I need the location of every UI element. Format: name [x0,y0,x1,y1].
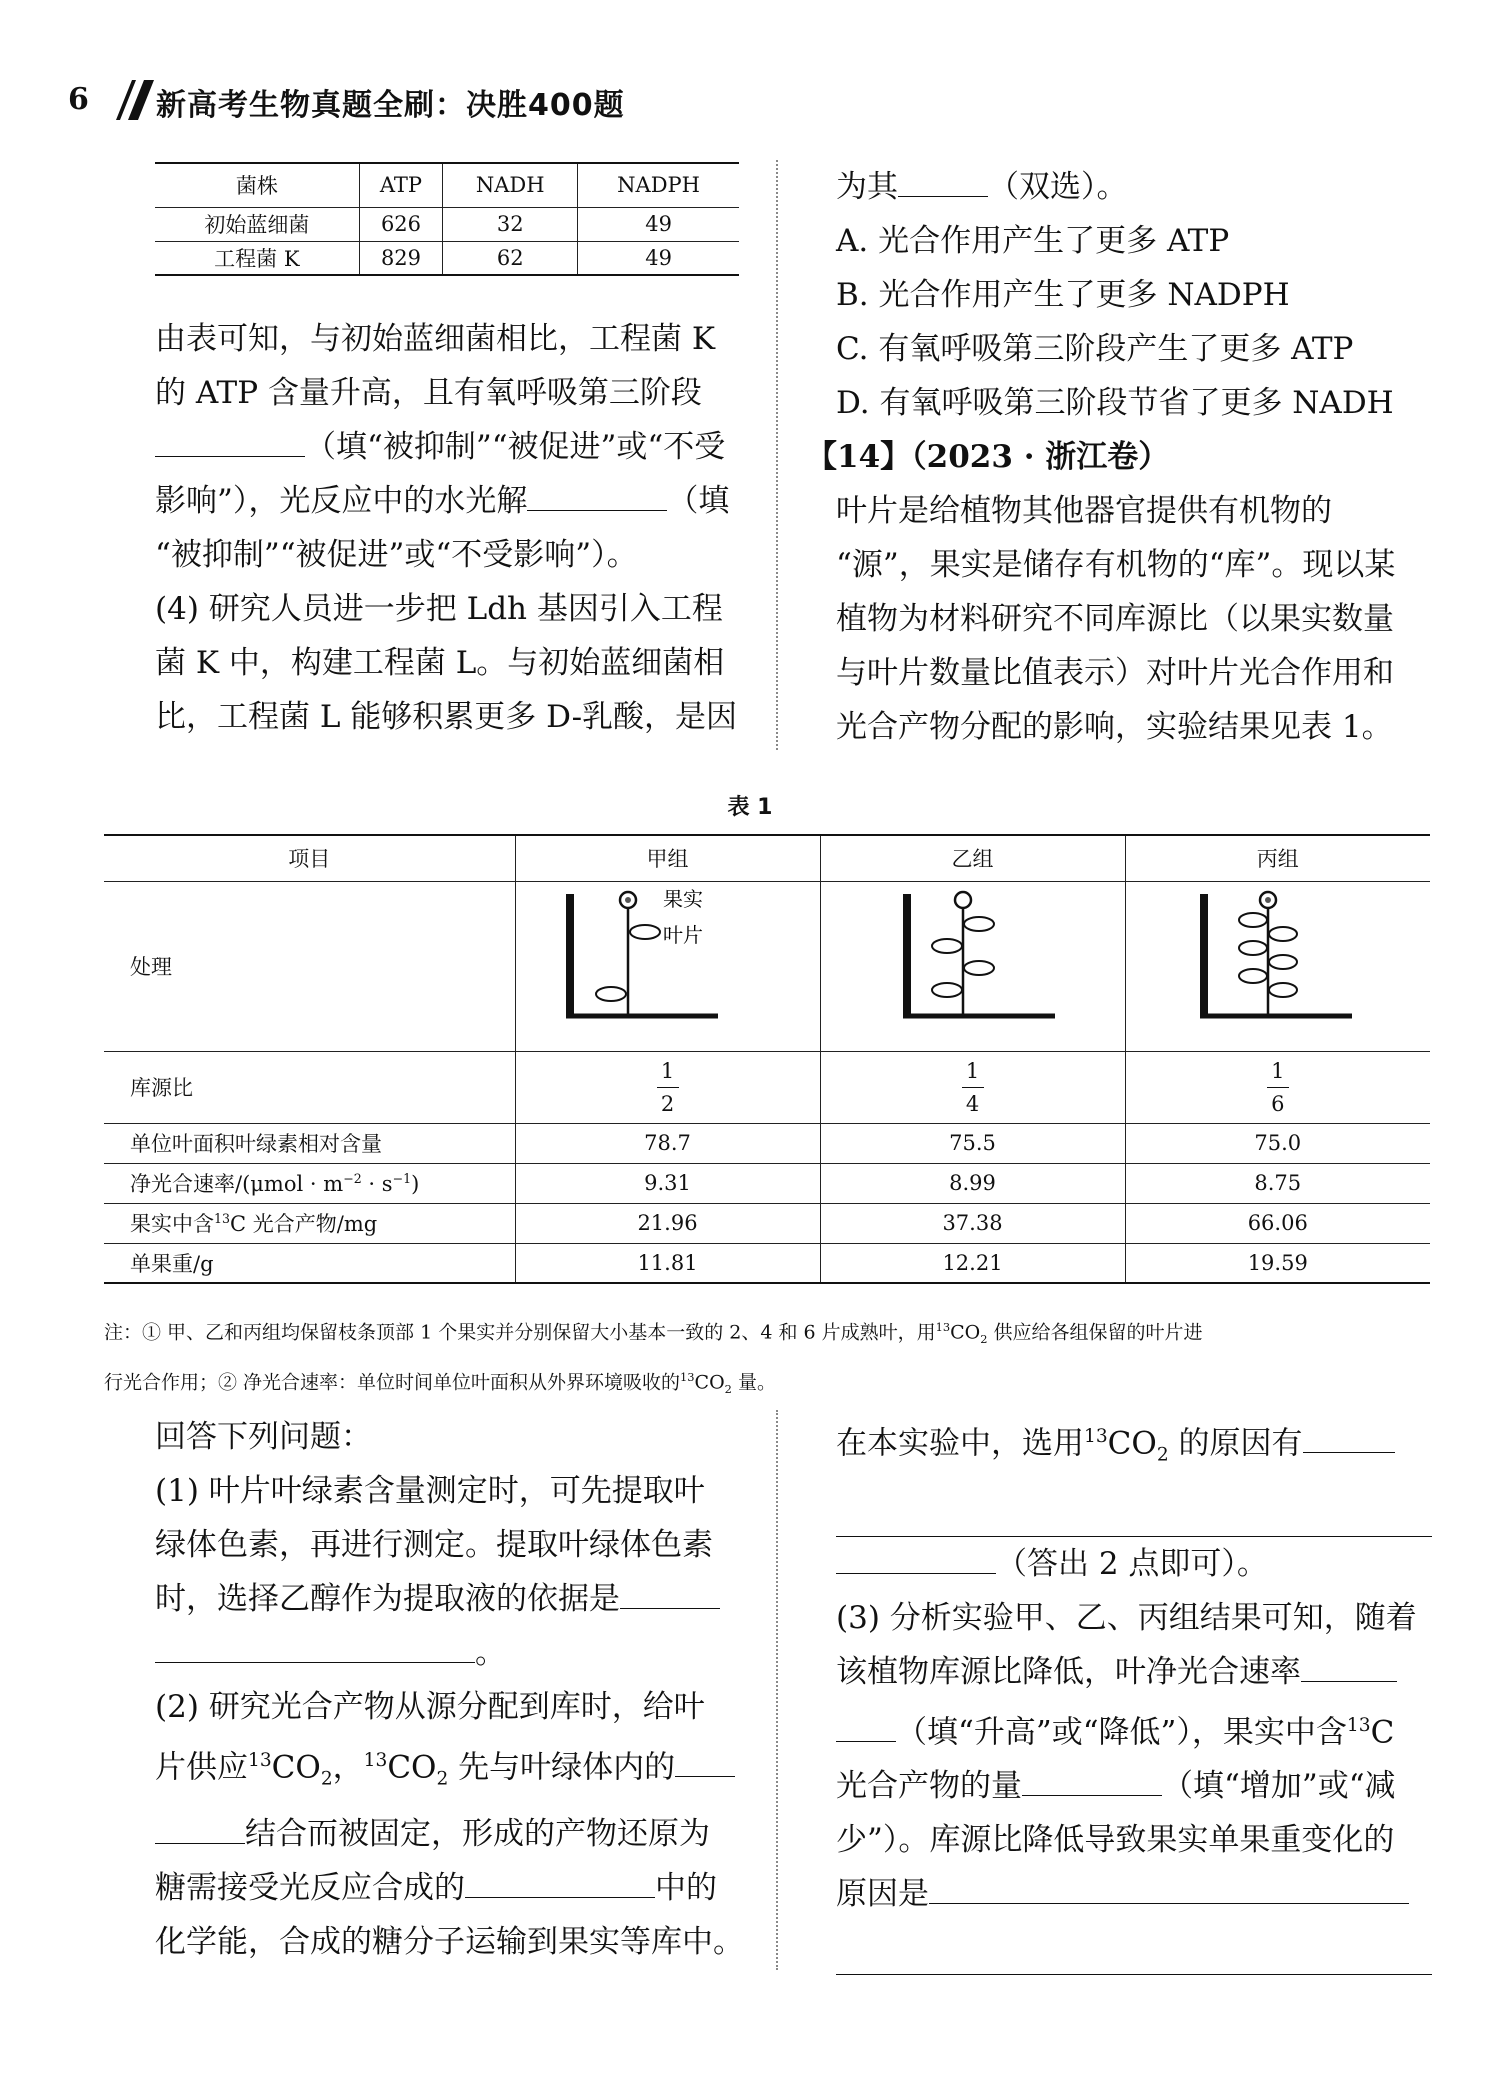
text-span: ， [332,1749,364,1786]
superscript: −2 [343,1171,362,1186]
text-line: 叶片是给植物其他器官提供有机物的 [836,493,1332,529]
table-row [155,241,739,275]
answer-blank[interactable] [155,1633,475,1663]
text-line: 化学能，合成的糖分子运输到果实等库中。 [155,1923,744,1960]
text-span: 片供应 [155,1749,248,1786]
table-cell [820,1051,1125,1123]
text-line: 植物为材料研究不同库源比（以果实数量 [836,601,1394,637]
superscript: 13 [363,1750,388,1771]
table-row [104,1123,1430,1163]
table-cell: 单果重/g [104,1243,515,1283]
answer-blank[interactable] [620,1579,720,1609]
text-span: 注：① 甲、乙和丙组均保留枝条顶部 1 个果实并分别保留大小基本一致的 2、4 和 6 片成熟叶，用 [104,1321,936,1344]
table-row [104,1243,1430,1283]
text-line: 菌 K 中，构建工程菌 L。与初始蓝细菌相 [155,645,725,681]
text-line: “被抑制”“被促进”或“不受影响”）。 [155,537,638,573]
right-bottom-text [836,1410,1432,1975]
superscript: 13 [935,1320,951,1334]
text-line [155,1572,745,1626]
text-line [836,1699,1432,1759]
text-line [836,160,1436,214]
page-number: 6 [68,82,89,117]
text-span: C [1370,1713,1395,1750]
table-cell: 49 [578,207,739,241]
table-header-cell: 菌株 [155,163,359,207]
text-span: 时，选择乙醇作为提取液的依据是 [155,1581,620,1617]
answer-blank[interactable] [155,427,305,457]
table-cell: 49 [578,241,739,275]
table-1 [104,834,1430,1284]
text-line: (4) 研究人员进一步把 Ldh 基因引入工程 [155,591,723,627]
leaf-mark [932,983,962,997]
text-span: 量。 [731,1371,776,1394]
text-line [155,420,745,474]
subscript: 2 [436,1768,449,1790]
text-line [836,1867,1432,1921]
table-cell: 库源比 [104,1051,515,1123]
answer-blank[interactable] [527,481,667,511]
text-line: (3) 分析实验甲、乙、丙组结果可知，随着 [836,1599,1417,1636]
subscript: 2 [320,1768,333,1790]
text-span: 。 [475,1635,506,1671]
table-cell: 初始蓝细菌 [204,213,310,237]
table-header-cell: NADH [443,163,578,207]
plant-diagram-group-a [518,884,818,1044]
text-span: · s [361,1172,393,1196]
table-cell: 66.06 [1125,1203,1430,1243]
text-line [836,1759,1432,1813]
subscript: 2 [1156,1444,1169,1466]
answer-blank[interactable] [836,1544,996,1574]
text-span: （填 [667,483,730,519]
table-header-cell: 项目 [104,835,515,881]
leaf-mark [932,939,962,953]
text-span: CO [387,1749,437,1786]
text-span: 在本实验中，选用 [836,1425,1084,1462]
text-span: 原因是 [836,1875,929,1912]
leaf-mark [1239,941,1267,955]
table-cell: 工程菌 K [155,241,359,275]
answer-blank[interactable] [836,1712,896,1742]
table-row [104,1163,1430,1203]
table-cell [1125,1051,1430,1123]
ratio-row [104,1051,1430,1123]
book-title: 新高考生物真题全刷：决胜400题 [156,88,625,123]
header-slash-icon [114,80,154,120]
text-span: 糖需接受光反应合成的 [155,1869,465,1906]
text-line: “源”，果实是储存有机物的“库”。现以某 [836,547,1396,583]
treatment-row [104,881,1430,1051]
fruit-label: 果实 [662,886,703,911]
superscript: 13 [680,1370,695,1385]
text-span: 为其 [836,169,898,205]
table-cell [515,1051,820,1123]
column-divider [776,160,778,750]
text-span: CO [1107,1425,1157,1462]
text-span: CO [950,1321,981,1344]
text-span: CO [271,1749,321,1786]
text-line: 比，工程菌 L 能够积累更多 D-乳酸，是因 [155,699,738,735]
answer-blank[interactable] [1301,1652,1397,1682]
strain-table [155,162,739,276]
table-cell: 75.0 [1125,1123,1430,1163]
answer-blank[interactable] [898,167,988,197]
table-cell: 8.75 [1125,1163,1430,1203]
left-bottom-text [155,1410,745,1969]
text-line [155,1861,745,1915]
text-line [836,1537,1432,1591]
leaf-mark [964,961,994,975]
text-span: 影响”），光反应中的水光解 [155,483,528,519]
fruit-mark [955,892,971,908]
table-header-cell: ATP [359,163,443,207]
text-span: ) [411,1172,420,1196]
text-span: （填“增加”或“减 [1162,1767,1396,1804]
leaf-label: 叶片 [662,922,703,947]
option-c: C. 有氧呼吸第三阶段产生了更多 ATP [836,331,1354,367]
text-span: 该植物库源比降低，叶净光合速率 [836,1653,1301,1690]
fraction-numerator: 1 [660,1058,675,1083]
subscript: 2 [724,1382,732,1397]
option-a: A. 光合作用产生了更多 ATP [836,223,1230,259]
text-span: （填“升高”或“降低”），果实中含 [896,1713,1347,1750]
table-cell: 11.81 [515,1243,820,1283]
table-header-row [155,163,739,207]
leaf-mark [630,925,660,939]
fraction [962,1059,984,1116]
text-span: 供应给各组保留的叶片进 [987,1321,1203,1344]
table-cell: 12.21 [820,1243,1125,1283]
page-header [68,78,1428,122]
leaf-mark [1269,983,1297,997]
text-line: 回答下列问题： [155,1419,372,1455]
table-cell: 829 [359,241,443,275]
fraction [1267,1059,1289,1116]
answer-blank[interactable] [1022,1766,1162,1796]
fraction-bar [1267,1087,1289,1088]
text-line: 的 ATP 含量升高，且有氧呼吸第三阶段 [155,375,702,411]
plant-diagram-group-b [823,884,1123,1044]
table-row [104,1203,1430,1243]
answer-line[interactable] [836,1921,1432,1975]
text-line: (1) 叶片叶绿素含量测定时，可先提取叶 [155,1473,705,1509]
superscript: −1 [392,1171,412,1186]
leaf-mark [1269,955,1297,969]
table-cell [104,1203,515,1243]
text-span: CO [694,1371,725,1394]
plant-diagram-cell [820,881,1125,1051]
fraction-denominator: 2 [660,1091,675,1116]
text-span: 果实中含 [130,1212,214,1236]
text-line: 绿体色素，再进行测定。提取叶绿体色素 [155,1527,713,1563]
fraction-numerator: 1 [1271,1058,1285,1083]
text-span: C 光合产物/mg [230,1212,378,1236]
text-line [155,1734,745,1807]
option-b: B. 光合作用产生了更多 NADPH [836,277,1290,313]
answer-blank[interactable] [1303,1423,1395,1453]
text-span: 净光合速率/(μmol · m [130,1172,344,1196]
table-cell [104,1163,515,1203]
leaf-mark [1239,969,1267,983]
text-span: 中的 [655,1869,717,1906]
leaf-mark [964,917,994,931]
table-row [155,207,739,241]
text-line [836,1410,1432,1483]
answer-line[interactable] [836,1483,1432,1537]
table-note [104,1308,1430,1408]
table-cell: 8.99 [820,1163,1125,1203]
text-span: 光合产物的量 [836,1767,1022,1804]
fraction-denominator: 4 [965,1091,980,1116]
superscript: 13 [1346,1714,1371,1736]
fruit-mark [1265,897,1271,903]
table-cell: 75.5 [820,1123,1125,1163]
table-header-row [104,835,1430,881]
table-cell: 32 [443,207,578,241]
table-cell: 21.96 [515,1203,820,1243]
leaf-mark [1269,927,1297,941]
superscript: 13 [214,1211,231,1226]
table-cell: 78.7 [515,1123,820,1163]
table-cell: 37.38 [820,1203,1125,1243]
leaf-mark [596,987,626,1001]
leaf-mark [1239,913,1267,927]
table-header-cell: NADPH [578,163,739,207]
plant-diagram-group-c [1128,884,1428,1044]
question-label: 【14】（2023 · 浙江卷） [806,439,1170,475]
option-d: D. 有氧呼吸第三阶段节省了更多 NADH [836,385,1394,421]
answer-blank[interactable] [465,1868,655,1898]
text-line [155,1626,745,1680]
table-cell: 处理 [104,881,515,1051]
text-span: 结合而被固定，形成的产物还原为 [245,1815,710,1852]
column-divider [776,1410,778,1970]
plant-diagram-cell [1125,881,1430,1051]
right-top-text [806,160,1436,754]
text-span: 先与叶绿体内的 [448,1749,676,1786]
table-cell: 626 [359,207,443,241]
answer-blank[interactable] [675,1747,735,1777]
fraction-denominator: 6 [1271,1091,1285,1116]
text-line [836,1645,1432,1699]
table-cell: 9.31 [515,1163,820,1203]
text-span: （答出 2 点即可）。 [996,1545,1268,1582]
table-cell: 62 [443,241,578,275]
answer-blank[interactable] [929,1874,1409,1904]
fraction [657,1059,679,1116]
table-cell: 单位叶面积叶绿素相对含量 [104,1123,515,1163]
text-span: 行光合作用；② 净光合速率：单位时间单位叶面积从外界环境吸收的 [104,1371,681,1394]
text-span: （双选）。 [988,169,1128,205]
text-line: 由表可知，与初始蓝细菌相比，工程菌 K [155,321,716,357]
fraction-bar [962,1087,984,1088]
table-caption: 表 1 [727,795,773,820]
text-line [155,474,745,528]
left-top-text [155,312,745,744]
answer-blank[interactable] [155,1814,245,1844]
text-line: 与叶片数量比值表示）对叶片光合作用和 [836,655,1394,691]
subscript: 2 [980,1332,988,1347]
superscript: 13 [248,1750,272,1771]
fraction-bar [657,1087,679,1088]
table-header-cell: 乙组 [820,835,1125,881]
text-line: 光合产物分配的影响，实验结果见表 1。 [836,709,1393,745]
text-line [155,1807,745,1861]
table-header-cell: 丙组 [1125,835,1430,881]
fraction-numerator: 1 [965,1058,980,1083]
text-line: 少”）。库源比降低导致果实单果重变化的 [836,1821,1395,1858]
table-cell: 19.59 [1125,1243,1430,1283]
text-span: （填“被抑制”“被促进”或“不受 [305,429,726,465]
fruit-mark [625,897,631,903]
text-span: 的原因有 [1168,1425,1303,1462]
table-header-cell: 甲组 [515,835,820,881]
text-line: (2) 研究光合产物从源分配到库时，给叶 [155,1689,705,1725]
superscript: 13 [1084,1426,1108,1447]
plant-diagram-cell [515,881,820,1051]
